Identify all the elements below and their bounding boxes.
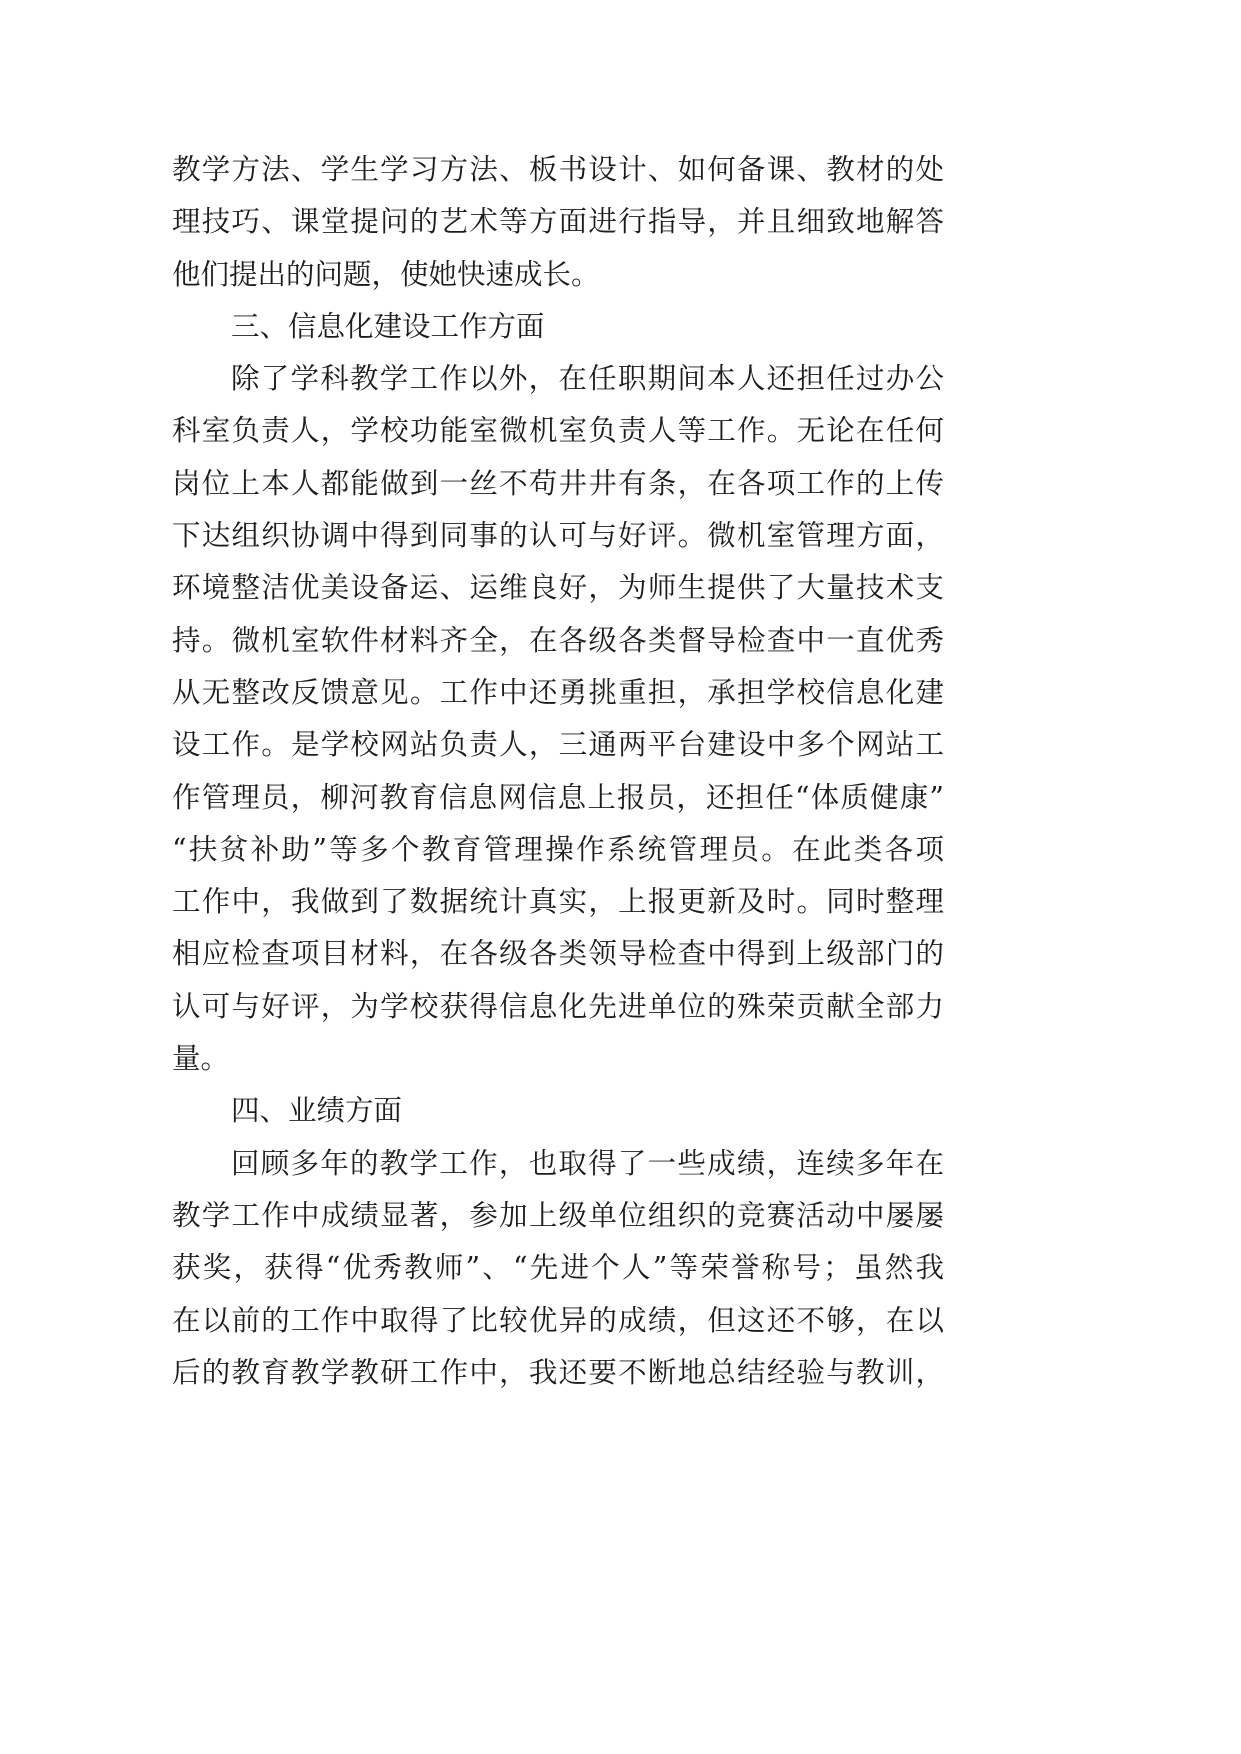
text-line: 理技巧、课堂提问的艺术等方面进行指导，并且细致地解答 bbox=[172, 205, 944, 239]
text-line: 环境整洁优美设备运、运维良好，为师生提供了大量技术支 bbox=[172, 571, 944, 605]
text-line: 持。微机室软件材料齐全，在各级各类督导检查中一直优秀 bbox=[172, 623, 944, 657]
text-line: 获奖，获得“优秀教师”、“先进个人”等荣誉称号；虽然我 bbox=[172, 1251, 944, 1285]
text-line: 设工作。是学校网站负责人，三通两平台建设中多个网站工 bbox=[172, 728, 944, 762]
text-line: 量。 bbox=[172, 1042, 230, 1076]
text-line: 后的教育教学教研工作中，我还要不断地总结经验与教训， bbox=[172, 1355, 944, 1389]
text-line: 工作中，我做到了数据统计真实，上报更新及时。同时整理 bbox=[172, 885, 944, 919]
text-line: “扶贫补助”等多个教育管理操作系统管理员。在此类各项 bbox=[172, 832, 944, 866]
text-line: 从无整改反馈意见。工作中还勇挑重担，承担学校信息化建 bbox=[172, 675, 944, 709]
text-line: 他们提出的问题，使她快速成长。 bbox=[172, 257, 600, 291]
text-line: 科室负责人，学校功能室微机室负责人等工作。无论在任何 bbox=[172, 414, 944, 448]
text-line: 教学方法、学生学习方法、板书设计、如何备课、教材的处 bbox=[172, 153, 944, 186]
body-text bbox=[172, 144, 944, 1399]
paragraph-informatization bbox=[172, 353, 944, 1085]
text-line: 教学工作中成绩显著，参加上级单位组织的竞赛活动中屡屡 bbox=[172, 1198, 944, 1232]
paragraph-achievements bbox=[172, 1138, 944, 1399]
text-line: 在以前的工作中取得了比较优异的成绩，但这还不够，在以 bbox=[172, 1303, 944, 1337]
text-line: 认可与好评，为学校获得信息化先进单位的殊荣贡献全部力 bbox=[172, 989, 944, 1023]
text-line: 岗位上本人都能做到一丝不苟井井有条，在各项工作的上传 bbox=[172, 466, 944, 500]
text-line: 下达组织协调中得到同事的认可与好评。微机室管理方面， bbox=[172, 519, 944, 553]
text-line: 作管理员，柳河教育信息网信息上报员，还担任“体质健康” bbox=[172, 780, 944, 814]
section-heading: 三、信息化建设工作方面 bbox=[231, 309, 545, 343]
paragraph-continued-from-previous-page bbox=[172, 144, 944, 301]
text-line: 除了学科教学工作以外，在任职期间本人还担任过办公 bbox=[231, 362, 944, 396]
section-heading: 四、业绩方面 bbox=[231, 1094, 403, 1128]
text-line: 相应检查项目材料，在各级各类领导检查中得到上级部门的 bbox=[172, 937, 944, 971]
text-line: 回顾多年的教学工作，也取得了一些成绩，连续多年在 bbox=[231, 1146, 944, 1180]
